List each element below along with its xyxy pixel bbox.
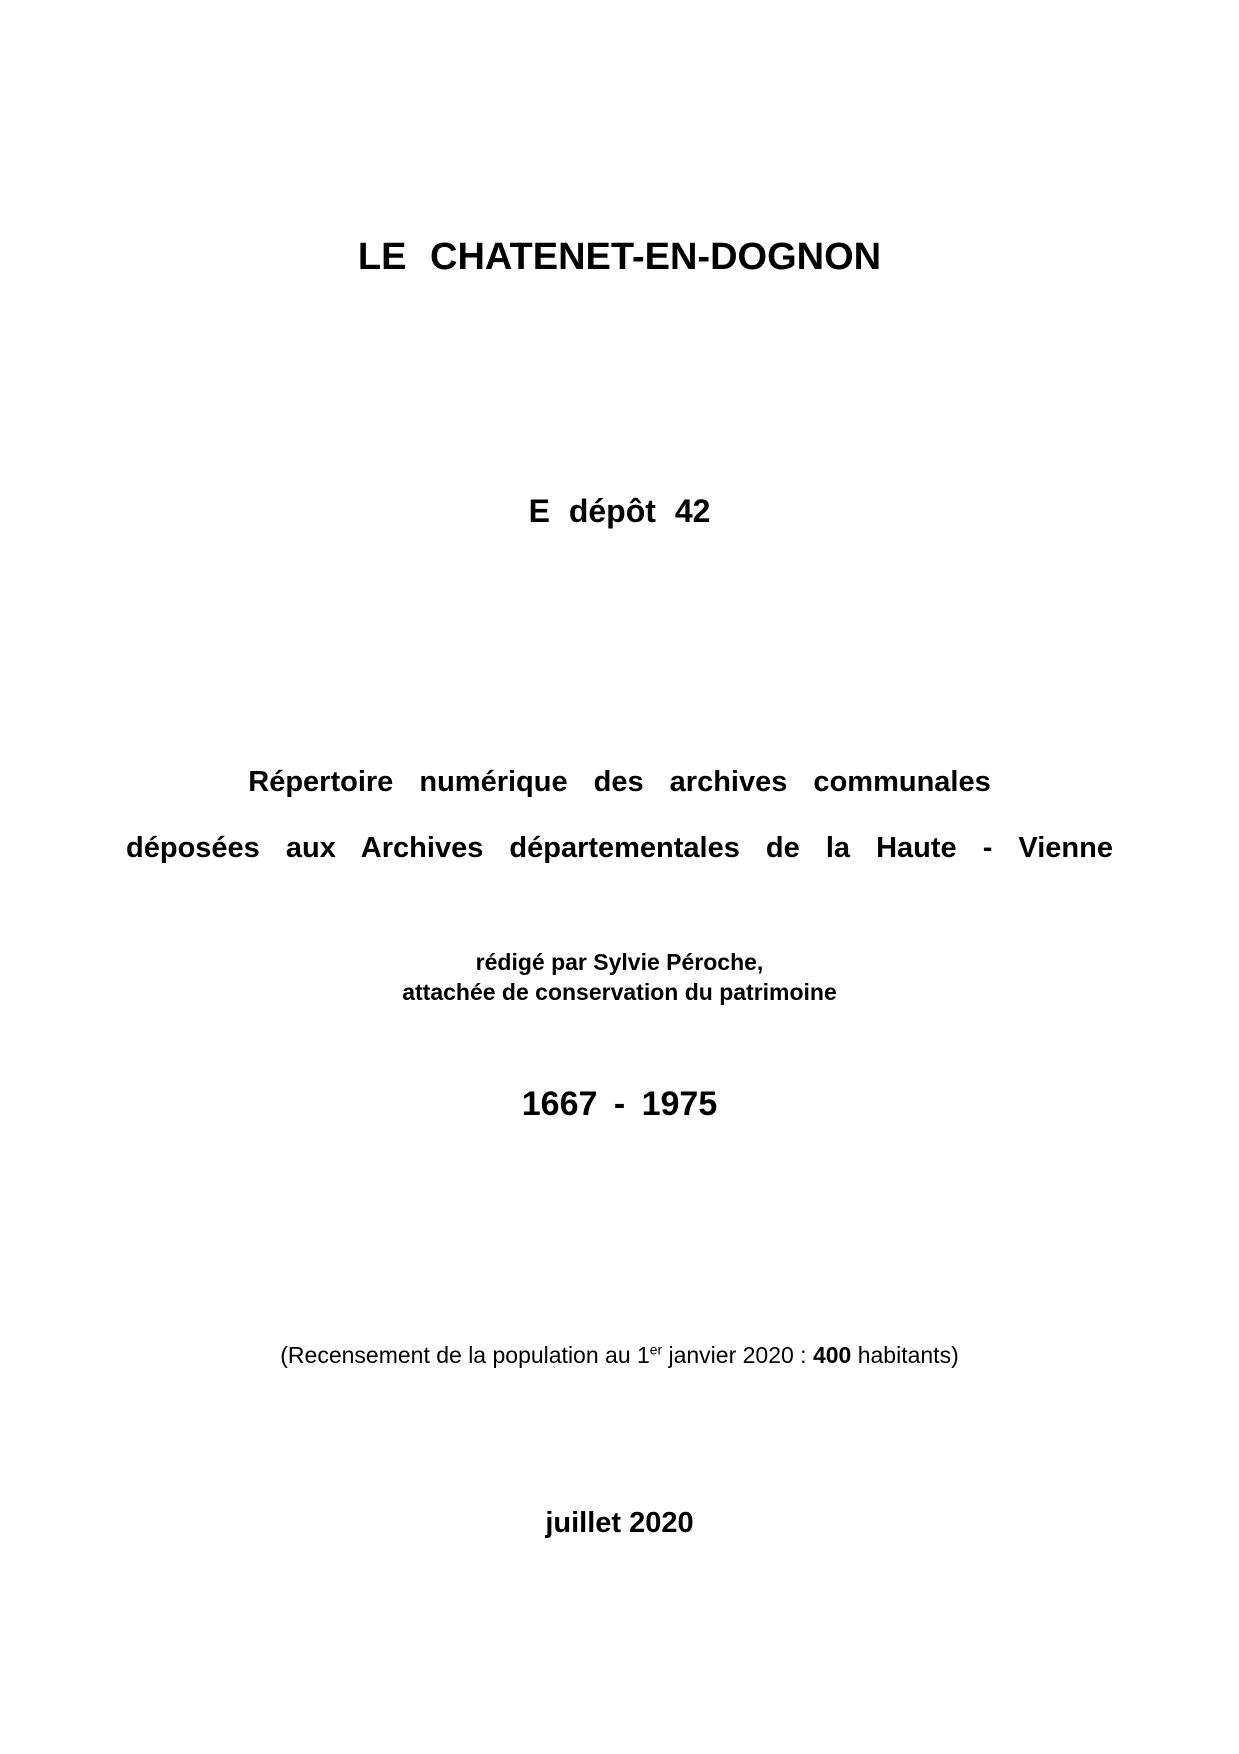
subtitle-line-1: Répertoire numérique des archives communales: [248, 766, 991, 798]
subtitle-line-2: déposées aux Archives départementales de la Haute - Vienne: [126, 832, 1113, 864]
census-note-prefix: (Recensement de la population au 1: [280, 1342, 650, 1368]
author-credit-line-2: attachée de conservation du patrimoine: [402, 979, 837, 1005]
publication-date: juillet 2020: [545, 1507, 694, 1539]
census-note: [0, 1342, 1239, 1368]
page-title: LE CHATENET-EN-DOGNON: [357, 236, 882, 278]
census-note-ordinal-superscript: er: [649, 1342, 663, 1358]
date-range: 1667 - 1975: [521, 1085, 718, 1123]
author-credit-line-1: rédigé par Sylvie Péroche,: [475, 949, 764, 975]
census-note-suffix: habitants): [851, 1342, 959, 1368]
population-count: 400: [812, 1342, 852, 1368]
author-credit: [0, 947, 1239, 1007]
archive-reference: E dépôt 42: [528, 493, 711, 529]
census-note-middle: janvier 2020 :: [662, 1342, 813, 1368]
